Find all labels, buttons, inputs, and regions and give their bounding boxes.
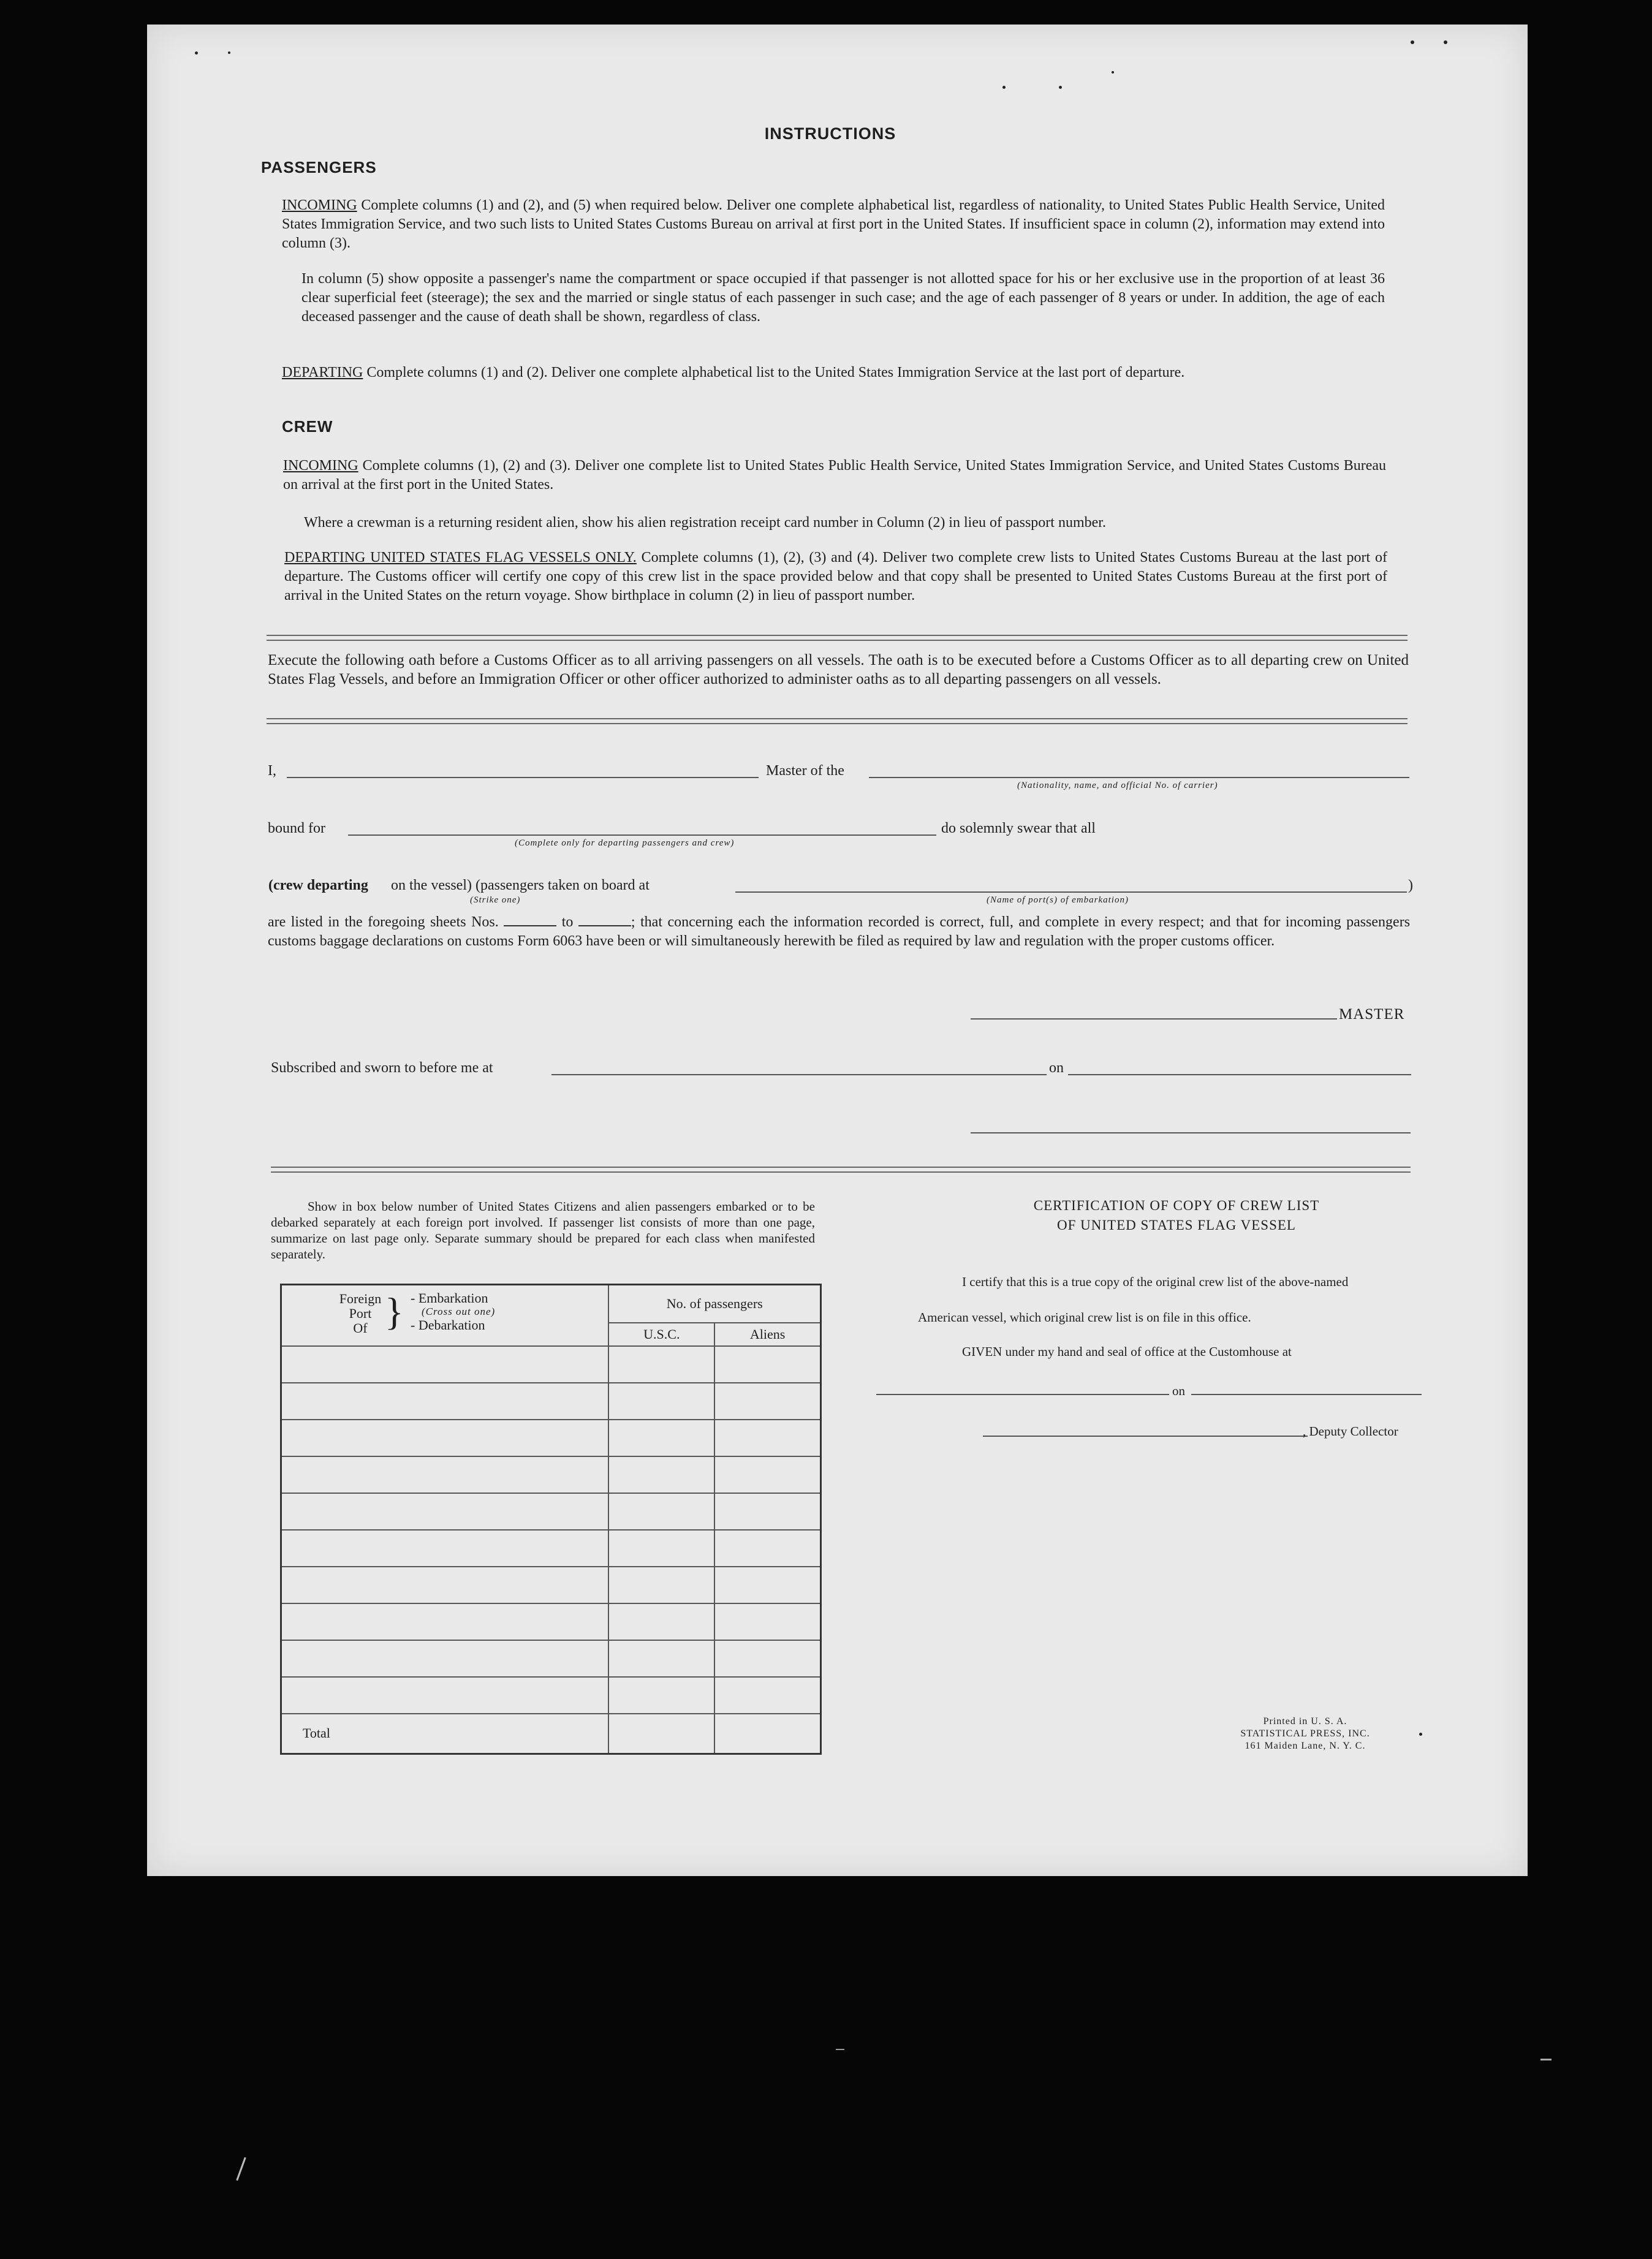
- crew-departing-paragraph: [284, 548, 1387, 605]
- master-label: MASTER: [1339, 1006, 1405, 1023]
- imprint-line1: Printed in U. S. A.: [1263, 1716, 1347, 1727]
- close-paren: ): [1408, 877, 1413, 893]
- aliens-cell[interactable]: [714, 1420, 820, 1456]
- table-row: [281, 1530, 821, 1567]
- passengers-heading: PASSENGERS: [261, 158, 377, 176]
- port-cell[interactable]: [281, 1420, 609, 1456]
- crew-departing-label: DEPARTING UNITED STATES FLAG VESSELS ONLY.: [284, 550, 637, 566]
- aliens-total-cell[interactable]: [714, 1714, 820, 1754]
- table-row: [281, 1456, 821, 1493]
- aliens-cell[interactable]: [714, 1346, 820, 1383]
- oath-i-label: I,: [268, 763, 276, 779]
- deputy-collector-label: , Deputy Collector: [1303, 1424, 1398, 1439]
- certify-line2: American vessel, which original crew list is on file in this office.: [918, 1310, 1251, 1325]
- bound-for-label: bound for: [268, 820, 325, 836]
- usc-cell[interactable]: [608, 1530, 714, 1567]
- usc-cell[interactable]: [608, 1346, 714, 1383]
- table-row: [281, 1420, 821, 1456]
- scan-speck: [1112, 71, 1114, 74]
- usc-cell[interactable]: [608, 1677, 714, 1714]
- sworn-on-label: on: [1049, 1060, 1064, 1076]
- aliens-cell[interactable]: [714, 1530, 820, 1567]
- listed-in-text: are listed in the foregoing sheets Nos.: [268, 914, 499, 930]
- aliens-cell[interactable]: [714, 1677, 820, 1714]
- master-name-line[interactable]: [287, 777, 759, 778]
- destination-line[interactable]: [348, 834, 936, 836]
- brace-icon: }: [385, 1290, 404, 1333]
- table-row: [281, 1640, 821, 1677]
- carrier-line[interactable]: [869, 777, 1409, 778]
- port-cell[interactable]: [281, 1346, 609, 1383]
- table-row: [281, 1493, 821, 1530]
- port-caption: (Name of port(s) of embarkation): [987, 895, 1129, 905]
- port-label: Port: [349, 1306, 372, 1321]
- to-text: to: [561, 914, 574, 930]
- port-cell[interactable]: [281, 1493, 609, 1530]
- printer-imprint: [1201, 1716, 1409, 1752]
- certification-title-line1: CERTIFICATION OF COPY OF CREW LIST: [1033, 1198, 1320, 1213]
- customhouse-line[interactable]: [876, 1394, 1169, 1395]
- deputy-signature-line[interactable]: [983, 1436, 1308, 1437]
- crew-departing-text: Complete columns (1), (2), (3) and (4). Deliver two complete crew lists to United States Customs Bureau at the last port of departure. The Customs officer will certify one copy of this crew list in the space provided below and that copy shall be presented to United States Customs Bureau at the first port of arrival in the United States on the return voyage. Show birthplace in column (2) in lieu of passport number.: [284, 550, 1387, 604]
- subscribed-label: Subscribed and sworn to before me at: [271, 1060, 493, 1076]
- port-cell[interactable]: [281, 1383, 609, 1420]
- total-row: [281, 1714, 821, 1754]
- section-divider: [267, 718, 1408, 724]
- scan-artifact: [1540, 2059, 1552, 2060]
- passengers-incoming-paragraph: [282, 196, 1385, 253]
- section-divider: [267, 635, 1408, 641]
- scan-speck: [1419, 1733, 1422, 1736]
- cross-out-caption: (Cross out one): [422, 1306, 496, 1317]
- no-of-passengers-header: No. of passengers: [608, 1285, 820, 1323]
- scan-artifact: [836, 2049, 844, 2050]
- section-divider: [271, 1167, 1411, 1173]
- port-header-cell: [281, 1285, 609, 1346]
- table-row: [281, 1677, 821, 1714]
- scan-speck: [1002, 86, 1006, 89]
- instructions-title: INSTRUCTIONS: [764, 124, 896, 143]
- passengers-option: on the vessel) (passengers taken on board at: [391, 877, 650, 893]
- port-cell[interactable]: [281, 1603, 609, 1640]
- oath-instruction: Execute the following oath before a Customs Officer as to all arriving passengers on all vessels. The oath is to be executed before a Customs Officer as to all departing crew on United States Flag Vessels, and before an Immigration Officer or other officer authorized to administer oaths as to all departing passengers on all vessels.: [268, 652, 1409, 687]
- port-cell[interactable]: [281, 1640, 609, 1677]
- certify-paragraph: [918, 1274, 1414, 1360]
- usc-column-header: U.S.C.: [608, 1323, 714, 1346]
- aliens-cell[interactable]: [714, 1456, 820, 1493]
- crew-alien-text: Where a crewman is a returning resident alien, show his alien registration receipt card number in Column (2) in lieu of passport number.: [304, 515, 1106, 531]
- passengers-incoming-label: INCOMING: [282, 197, 357, 213]
- passenger-summary-table: [280, 1284, 822, 1755]
- sheet-from-field[interactable]: [504, 912, 556, 926]
- scan-speck: [1444, 40, 1447, 44]
- certification-title: [974, 1196, 1379, 1235]
- scan-artifact: [236, 2157, 246, 2181]
- bound-for-caption: (Complete only for departing passengers and crew): [515, 838, 735, 848]
- crew-heading: CREW: [282, 417, 333, 436]
- listed-rest-text: ; that concerning each the information recorded is correct, full, and complete in every respect; and that for incoming passengers customs baggage declarations on customs Form 6063 have been or will simultaneously herewith be filed as required by law and regulation with the proper customs officer.: [268, 914, 1411, 949]
- usc-cell[interactable]: [608, 1567, 714, 1603]
- table-row: [281, 1567, 821, 1603]
- port-cell[interactable]: [281, 1456, 609, 1493]
- of-label: Of: [353, 1320, 368, 1336]
- usc-cell[interactable]: [608, 1493, 714, 1530]
- usc-cell[interactable]: [608, 1383, 714, 1420]
- passengers-departing-label: DEPARTING: [282, 365, 363, 380]
- usc-total-cell[interactable]: [608, 1714, 714, 1754]
- solemnly-swear-text: do solemnly swear that all: [941, 820, 1096, 836]
- strike-caption: (Strike one): [470, 895, 521, 905]
- usc-cell[interactable]: [608, 1456, 714, 1493]
- table-row: [281, 1346, 821, 1383]
- aliens-column-header: Aliens: [714, 1323, 820, 1346]
- imprint-line2: STATISTICAL PRESS, INC.: [1240, 1728, 1370, 1739]
- foreign-label: Foreign: [339, 1291, 382, 1306]
- officer-signature-line[interactable]: [971, 1132, 1411, 1133]
- master-signature-line[interactable]: [971, 1018, 1337, 1020]
- scan-speck: [1059, 86, 1062, 89]
- embarkation-label: - Embarkation: [411, 1290, 488, 1306]
- certification-title-line2: OF UNITED STATES FLAG VESSEL: [1057, 1217, 1296, 1233]
- scan-speck: [195, 51, 198, 55]
- scan-speck: [1411, 40, 1414, 44]
- master-of-the-label: Master of the: [766, 763, 844, 779]
- debarkation-label: - Debarkation: [411, 1317, 485, 1333]
- passengers-column5-text: In column (5) show opposite a passenger's name the compartment or space occupied if that passenger is not allotted space for his or her exclusive use in the proportion of at least 36 clear superficial feet (steerage); the sex and the married or single status of each passenger in such case; and the age of each passenger of 8 years or under. In addition, the age of each deceased passenger and the cause of death shall be shown, regardless of class.: [301, 271, 1385, 325]
- certify-line1: I certify that this is a true copy of the original crew list of the above-named: [962, 1274, 1349, 1289]
- certification-on-label: on: [1172, 1383, 1185, 1398]
- crew-departing-option: (crew departing: [268, 877, 368, 893]
- port-cell[interactable]: [281, 1677, 609, 1714]
- imprint-line3: 161 Maiden Lane, N. Y. C.: [1245, 1741, 1366, 1751]
- crew-incoming-paragraph: [283, 456, 1386, 494]
- aliens-cell[interactable]: [714, 1493, 820, 1530]
- scan-speck: [228, 51, 230, 54]
- aliens-cell[interactable]: [714, 1603, 820, 1640]
- carrier-caption: (Nationality, name, and official No. of carrier): [1017, 781, 1218, 790]
- certification-date-line[interactable]: [1191, 1394, 1422, 1395]
- listed-paragraph: [268, 912, 1410, 951]
- crew-incoming-text: Complete columns (1), (2) and (3). Deliver one complete list to United States Public Health Service, United States Immigration Service, and United States Customs Bureau on arrival at the first port in the United States.: [283, 458, 1387, 493]
- table-row: [281, 1603, 821, 1640]
- usc-cell[interactable]: [608, 1603, 714, 1640]
- summary-note: Show in box below number of United States Citizens and alien passengers embarked or to be debarked separately at each foreign port involved. If passenger list consists of more than one page, summarize on last page only. Separate summary should be prepared for each class when manifested separately.: [271, 1199, 815, 1262]
- passengers-incoming-text: Complete columns (1) and (2), and (5) when required below. Deliver one complete alphabetical list, regardless of nationality, to United States Public Health Service, United States Immigration Service, and two such lists to United States Customs Bureau on arrival at first port in the United States. If insufficient space in column (2), information may extend into column (3).: [282, 197, 1385, 251]
- sheet-to-field[interactable]: [578, 912, 631, 926]
- aliens-cell[interactable]: [714, 1383, 820, 1420]
- usc-cell[interactable]: [608, 1640, 714, 1677]
- total-label: Total: [281, 1714, 609, 1754]
- port-cell[interactable]: [281, 1567, 609, 1603]
- crew-incoming-label: INCOMING: [283, 458, 358, 474]
- embarkation-port-line[interactable]: [735, 891, 1407, 893]
- table-row: [281, 1383, 821, 1420]
- aliens-cell[interactable]: [714, 1567, 820, 1603]
- sworn-date-line[interactable]: [1068, 1074, 1411, 1075]
- aliens-cell[interactable]: [714, 1640, 820, 1677]
- port-cell[interactable]: [281, 1530, 609, 1567]
- sworn-place-line[interactable]: [551, 1074, 1047, 1075]
- passengers-departing-text: Complete columns (1) and (2). Deliver one complete alphabetical list to the United States Immigration Service at the last port of departure.: [366, 365, 1185, 380]
- usc-cell[interactable]: [608, 1420, 714, 1456]
- form-page: [147, 25, 1528, 1876]
- passengers-departing-paragraph: [282, 363, 1385, 382]
- given-line: GIVEN under my hand and seal of office at the Customhouse at: [962, 1344, 1292, 1359]
